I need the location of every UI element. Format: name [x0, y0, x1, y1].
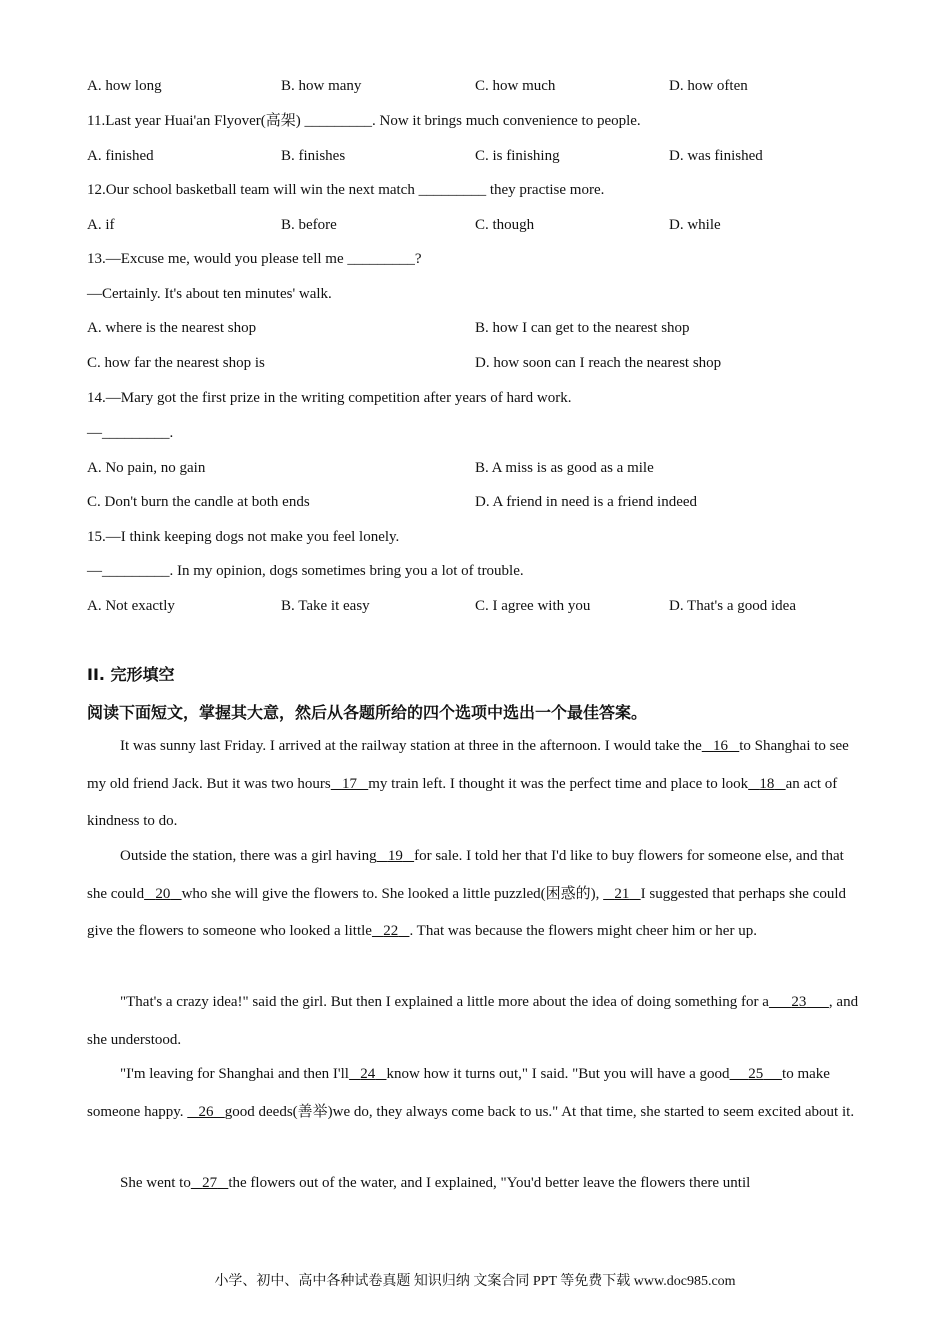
passage-paragraph-5 [87, 1165, 862, 1203]
passage-text: . That was because the flowers might cheer him or her up. [409, 923, 757, 939]
q10-option-c: C. how much [475, 78, 556, 94]
q13-stem: 13.—Excuse me, would you please tell me _________? [87, 251, 422, 267]
passage-text: who she will give the flowers to. She looked a little puzzled(困惑的), [181, 885, 600, 902]
passage-text: It was sunny last Friday. I arrived at the railway station at three in the afternoon. I would take the [120, 738, 702, 754]
blank-26: 26 [198, 1103, 214, 1120]
blank-17: 17 [341, 775, 357, 792]
blank-24: 24 [360, 1066, 376, 1082]
blank-20: 20 [155, 885, 171, 902]
blank-27: 27 [202, 1175, 218, 1191]
q11-option-b: B. finishes [281, 148, 346, 164]
q13-option-c: C. how far the nearest shop is [87, 355, 265, 371]
passage-paragraph-2 [87, 838, 862, 951]
passage-text: "I'm leaving for Shanghai and then I'll [120, 1066, 349, 1082]
passage-text: my train left. I thought it was the perfect time and place to look [368, 775, 749, 792]
passage-text: I suggested that perhaps she could give the flowers to someone who looked a little [87, 885, 847, 939]
q11-option-a: A. finished [87, 148, 154, 164]
q15-option-b: B. Take it easy [281, 598, 370, 614]
blank-19: 19 [387, 848, 403, 864]
passage-paragraph-3 [87, 984, 862, 1059]
q15-option-a: A. Not exactly [87, 598, 175, 614]
passage-paragraph-1 [87, 728, 862, 841]
q15-option-c: C. I agree with you [475, 598, 591, 614]
q11-option-c: C. is finishing [475, 148, 560, 164]
q10-option-b: B. how many [281, 78, 362, 94]
q14-option-c: C. Don't burn the candle at both ends [87, 494, 310, 510]
section-title: II. 完形填空 [87, 665, 175, 684]
page-footer: 小学、初中、高中各种试卷真题 知识归纳 文案合同 PPT 等免费下载 www.doc985.com [214, 1274, 736, 1289]
q12-option-d: D. while [669, 217, 721, 233]
blank-21: 21 [614, 885, 630, 902]
q13-option-d: D. how soon can I reach the nearest shop [475, 355, 722, 371]
q12-option-a: A. if [87, 217, 115, 233]
q15-reply: —_________. In my opinion, dogs sometimes bring you a lot of trouble. [87, 563, 524, 579]
q10-option-d: D. how often [669, 78, 748, 94]
q14-reply: —_________. [87, 425, 174, 441]
blank-22: 22 [383, 923, 399, 939]
q14-option-a: A. No pain, no gain [87, 460, 206, 476]
passage-text: She went to [120, 1175, 191, 1191]
q11-stem: 11.Last year Huai'an Flyover(高架) _________. Now it brings much convenience to people. [87, 113, 641, 129]
blank-23: 23 [791, 994, 807, 1010]
passage-text: , and she understood. [87, 994, 859, 1048]
passage-text: the flowers out of the water, and I explained, "You'd better leave the flowers there until [228, 1175, 751, 1191]
q15-stem: 15.—I think keeping dogs not make you feel lonely. [87, 529, 400, 545]
q13-reply: —Certainly. It's about ten minutes' walk. [87, 286, 332, 302]
blank-25: 25 [748, 1066, 764, 1082]
q10-option-a: A. how long [87, 78, 162, 94]
q11-option-d: D. was finished [669, 148, 763, 164]
passage-text: "That's a crazy idea!" said the girl. But then I explained a little more about the idea of doing something for a [120, 994, 769, 1010]
section-instruction: 阅读下面短文，掌握其大意，然后从各题所给的四个选项中选出一个最佳答案。 [87, 703, 648, 722]
blank-16: 16 [713, 738, 729, 754]
passage-text: know how it turns out," I said. "But you will have a good [386, 1066, 730, 1082]
q14-stem: 14.—Mary got the first prize in the writing competition after years of hard work. [87, 390, 572, 406]
q15-option-d: D. That's a good idea [669, 598, 796, 614]
q13-option-a: A. where is the nearest shop [87, 320, 257, 336]
q14-option-b: B. A miss is as good as a mile [475, 460, 654, 476]
passage-text: to make someone happy. [87, 1066, 830, 1120]
q12-stem: 12.Our school basketball team will win the next match _________ they practise more. [87, 182, 605, 198]
q14-option-d: D. A friend in need is a friend indeed [475, 494, 698, 510]
blank-18: 18 [759, 775, 775, 792]
passage-text: good deeds(善举)we do, they always come back to us." At that time, she started to seem excited about it. [224, 1103, 855, 1120]
passage-text: Outside the station, there was a girl having [120, 848, 377, 864]
passage-paragraph-4 [87, 1056, 862, 1131]
q12-option-c: C. though [475, 217, 535, 233]
q12-option-b: B. before [281, 217, 337, 233]
passage-text: an act of kindness to do. [87, 775, 838, 829]
q13-option-b: B. how I can get to the nearest shop [475, 320, 690, 336]
passage-text: for sale. I told her that I'd like to buy flowers for someone else, and that she could [87, 848, 844, 902]
passage-text: to Shanghai to see my old friend Jack. But it was two hours [87, 738, 849, 792]
